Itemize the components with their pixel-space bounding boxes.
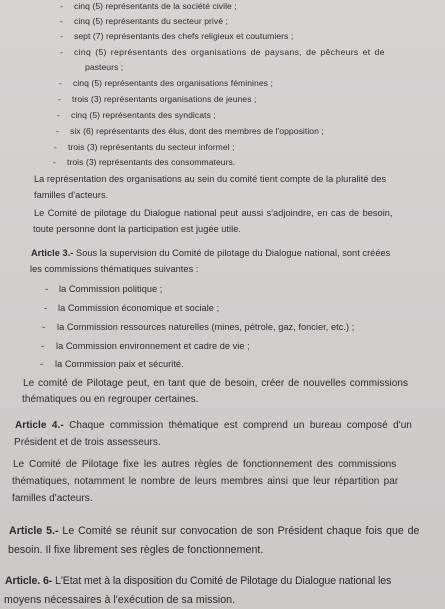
bullet: - (44, 303, 48, 313)
article-4-paragraph: Le Comité de Pilotage fixe les autres règles de fonctionnement des commissions (13, 459, 397, 470)
list-item: trois (3) représentants organisations de jeunes ; (72, 94, 257, 104)
bullet: - (45, 284, 49, 294)
article-5-text: Le Comité se réunit sur convocation de son Président chaque fois que de (58, 525, 420, 537)
article-5-line: besoin. Il fixe librement ses règles de fonctionnement. (8, 544, 264, 556)
list-item: cinq (5) représentants du secteur privé ; (74, 16, 228, 26)
commission-item: la Commission paix et sécurité. (55, 359, 184, 369)
bullet: - (57, 110, 60, 120)
commission-item: la Commission politique ; (59, 284, 163, 294)
list-item: cinq (5) représentants de la société civile ; (74, 1, 237, 11)
article-4-line: Président et de trois assesseurs. (14, 437, 161, 448)
article-3-line: les commissions thématiques suivantes : (30, 264, 199, 274)
article-6-line: moyens nécessaires à l'exécution de sa mission. (4, 594, 236, 606)
article-5-label: Article 5.- (9, 525, 59, 537)
article-5-heading-line (9, 525, 420, 538)
article-3-text: Sous la supervision du Comité de pilotage du Dialogue national, sont créées (73, 248, 391, 258)
list-item: trois (3) représentants du secteur informel ; (68, 142, 235, 152)
article-3-label: Article 3.- (31, 248, 74, 258)
article-6-text: L'Etat met à la disposition du Comité de Pilotage du Dialogue national les (52, 575, 392, 587)
article-4-paragraph: familles d'acteurs. (12, 493, 93, 504)
commission-item: la Commission environnement et cadre de vie ; (56, 341, 250, 351)
article-4-text: Chaque commission thématique est comprend un bureau composé d'un (63, 420, 412, 431)
bullet: - (60, 1, 63, 11)
list-item: sept (7) représentants des chefs religieux et coutumiers ; (74, 31, 294, 41)
article-6-heading-line (5, 575, 391, 588)
article-3-heading-line (31, 248, 390, 259)
bullet: - (54, 142, 57, 152)
list-item: six (6) représentants des élus, dont des membres de l'opposition ; (70, 126, 324, 136)
bullet: - (53, 157, 56, 167)
article-3-tail: Le comité de Pilotage peut, en tant que de besoin, créer de nouvelles commissions (23, 378, 409, 389)
bullet: - (60, 16, 63, 26)
bullet: - (60, 47, 63, 57)
bullet: - (40, 359, 44, 369)
bullet: - (59, 78, 62, 88)
article-4-paragraph: thématiques, notamment le nombre de leurs membres ainsi que leur répartition par (12, 476, 399, 487)
bullet: - (58, 94, 61, 104)
paragraph-line: toute personne dont la participation est jugée utile. (33, 224, 241, 234)
article-4-heading-line (15, 420, 412, 432)
bullet: - (42, 322, 46, 332)
article-6-label: Article. 6- (5, 575, 53, 587)
paragraph-line: La représentation des organisations au sein du comité tient compte de la pluralité des (34, 174, 387, 184)
list-item-continuation: pasteurs ; (85, 62, 124, 72)
bullet: - (56, 126, 59, 136)
list-item: cinq (5) représentants des syndicats ; (71, 110, 216, 120)
list-item: cinq (5) représentants des organisations féminines ; (73, 78, 273, 88)
list-item: cinq (5) représentants des organisations de paysans, de pêcheurs et de (74, 47, 385, 57)
list-item: trois (3) représentants des consommateurs. (67, 157, 236, 167)
article-3-tail: thématiques ou en regrouper certaines. (22, 394, 199, 405)
article-4-label: Article 4.- (15, 420, 64, 431)
bullet: - (41, 341, 45, 351)
commission-item: la Commission ressources naturelles (mines, pétrole, gaz, foncier, etc.) ; (57, 322, 355, 332)
bullet: - (60, 31, 63, 41)
commission-item: la Commission économique et sociale ; (58, 303, 220, 313)
paragraph-line: familles d'acteurs. (34, 190, 109, 200)
paragraph-line: Le Comité de pilotage du Dialogue national peut aussi s'adjoindre, en cas de besoin, (34, 208, 393, 218)
